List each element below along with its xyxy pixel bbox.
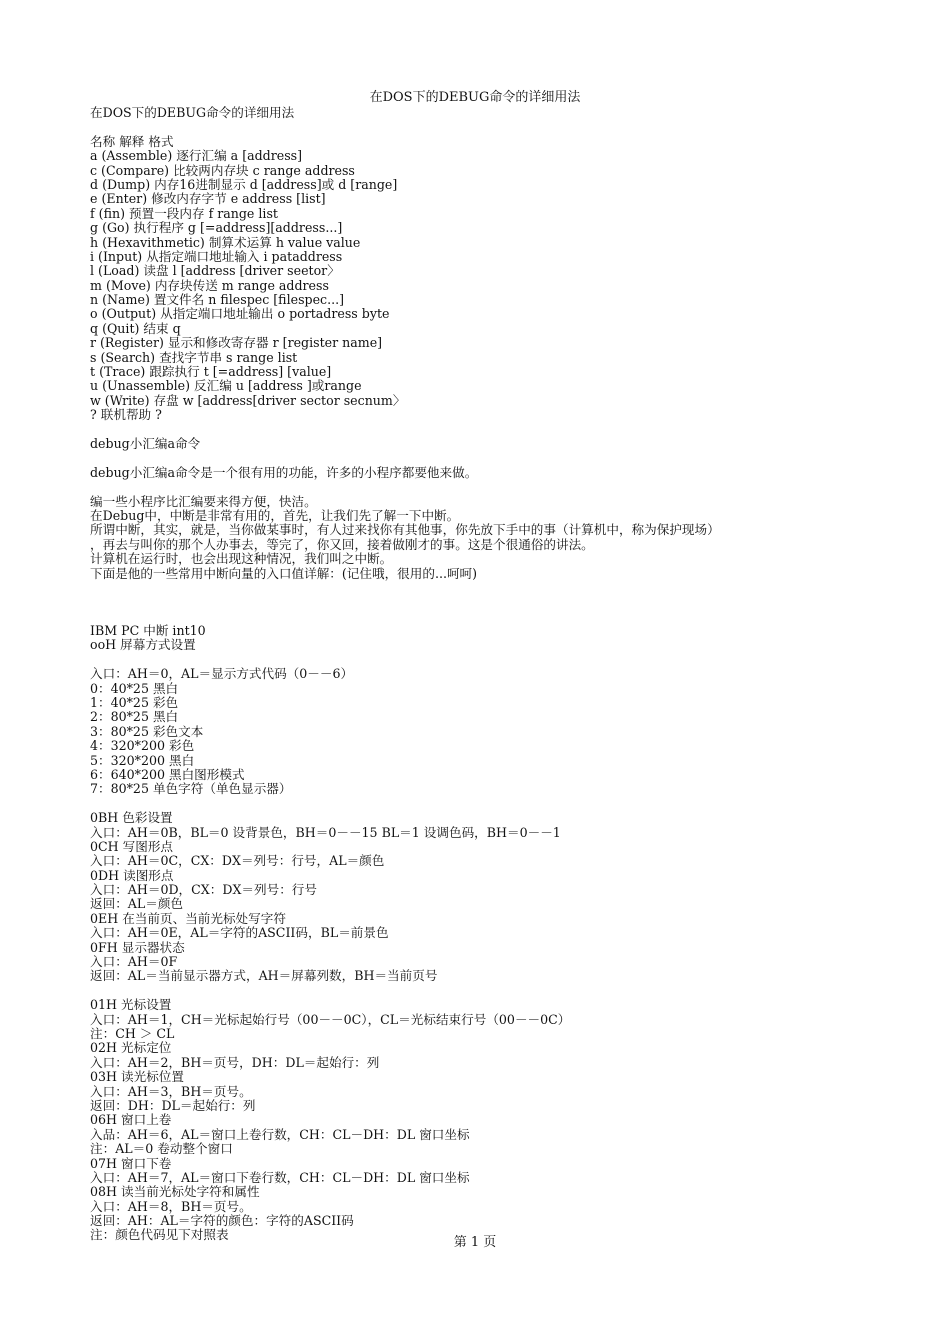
text-line: 0FH 显示器状态 bbox=[90, 939, 185, 955]
text-line: 在Debug中，中断是非常有用的，首先，让我们先了解一下中断。 bbox=[90, 507, 460, 523]
text-line: 7：80*25 单色字符（单色显示器） bbox=[90, 781, 292, 797]
text-line bbox=[90, 581, 920, 595]
text-line bbox=[90, 120, 920, 134]
text-line: n (Name) 置文件名 n filespec [filespec...] bbox=[90, 292, 345, 308]
text-line: 1：40*25 彩色 bbox=[90, 695, 179, 711]
text-line: a (Assemble) 逐行汇编 a [address] bbox=[90, 148, 303, 164]
document-title: 在DOS下的DEBUG命令的详细用法 bbox=[369, 90, 581, 105]
text-line: ，再去与叫你的那个人办事去，等完了，你又回，接着做刚才的事。这是个很通俗的讲法。 bbox=[90, 536, 594, 552]
text-line: 0EH 在当前页、当前光标处写字符 bbox=[90, 910, 286, 926]
text-line bbox=[90, 480, 920, 494]
text-line: 返回：AL＝当前显示器方式，AH＝屏幕列数，BH＝当前页号 bbox=[90, 968, 438, 984]
text-line: 入口：AH＝8，BH＝页号。 bbox=[90, 1198, 252, 1214]
text-line: w (Write) 存盘 w [address[driver sector secnum〉 bbox=[90, 392, 406, 408]
text-line: 入口：AH＝7，AL＝窗口下卷行数，CH：CL－DH：DL 窗口坐标 bbox=[90, 1169, 470, 1185]
text-line: f (fin) 预置一段内存 f range list bbox=[90, 205, 278, 221]
text-line bbox=[90, 423, 920, 437]
text-line: 入口：AH＝0F bbox=[90, 954, 178, 970]
text-line: 01H 光标设置 bbox=[90, 997, 172, 1013]
text-line: 编一些小程序比汇编要来得方便，快洁。 bbox=[90, 493, 317, 509]
page-header bbox=[0, 91, 950, 105]
text-line: 入口：AH＝0B，BL＝0 设背景色，BH＝0－－15 BL＝1 设调色码，BH＝0－－1 bbox=[90, 824, 561, 840]
document-body bbox=[90, 106, 920, 1243]
text-line: 入口：AH＝2，BH＝页号，DH：DL＝起始行：列 bbox=[90, 1054, 380, 1070]
text-line bbox=[90, 984, 920, 998]
text-line: l (Load) 读盘 l [address [driver seetor〉 bbox=[90, 263, 340, 279]
text-line: h (Hexavithmetic) 制算术运算 h value value bbox=[90, 234, 361, 250]
text-line bbox=[90, 797, 920, 811]
text-line: 07H 窗口下卷 bbox=[90, 1155, 172, 1171]
text-line: u (Unassemble) 反汇编 u [address ]或range bbox=[90, 378, 362, 394]
text-line: 返回：DH：DL＝起始行：列 bbox=[90, 1097, 256, 1113]
text-line: 入口：AH＝3，BH＝页号。 bbox=[90, 1083, 252, 1099]
text-line: 0DH 读图形点 bbox=[90, 867, 174, 883]
text-line: s (Search) 查找字节串 s range list bbox=[90, 349, 298, 365]
text-line: 入品：AH＝6，AL＝窗口上卷行数，CH：CL－DH：DL 窗口坐标 bbox=[90, 1126, 470, 1142]
text-line: 5：320*200 黑白 bbox=[90, 752, 195, 768]
text-line: 2：80*25 黑白 bbox=[90, 709, 179, 725]
text-line: ooH 屏幕方式设置 bbox=[90, 637, 196, 653]
text-line: ? 联机帮助 ? bbox=[90, 407, 162, 423]
text-line: 注：AL＝0 卷动整个窗口 bbox=[90, 1141, 233, 1157]
text-line: 计算机在运行时，也会出现这种情况，我们叫之中断。 bbox=[90, 551, 393, 567]
text-line: 06H 窗口上卷 bbox=[90, 1112, 172, 1128]
text-line: 入口：AH＝0，AL＝显示方式代码（0－－6） bbox=[90, 666, 354, 682]
text-line: 6：640*200 黑白图形模式 bbox=[90, 766, 245, 782]
text-line: 入口：AH＝0E，AL＝字符的ASCII码，BL＝前景色 bbox=[90, 925, 389, 941]
text-line: 02H 光标定位 bbox=[90, 1040, 172, 1056]
text-line: d (Dump) 内存16进制显示 d [address]或 d [range] bbox=[90, 176, 398, 192]
text-line: 3：80*25 彩色文本 bbox=[90, 723, 204, 739]
text-line: 所谓中断，其实，就是，当你做某事时，有人过来找你有其他事，你先放下手中的事（计算机中，称为保护现场） bbox=[90, 522, 720, 538]
text-line bbox=[90, 610, 920, 624]
text-line: 4：320*200 彩色 bbox=[90, 738, 195, 754]
text-line: m (Move) 内存块传送 m range address bbox=[90, 277, 329, 293]
text-line: 08H 读当前光标处字符和属性 bbox=[90, 1184, 260, 1200]
text-line: 注：颜色代码见下对照表 bbox=[90, 1227, 229, 1243]
text-line: q (Quit) 结束 q bbox=[90, 320, 181, 336]
page-footer bbox=[0, 1236, 950, 1250]
text-line bbox=[90, 653, 920, 667]
text-line: 入口：AH＝0D，CX：DX＝列号：行号 bbox=[90, 882, 317, 898]
page-number: 第 1 页 bbox=[453, 1235, 497, 1250]
text-line: 0：40*25 黑白 bbox=[90, 680, 179, 696]
text-line bbox=[90, 451, 920, 465]
text-line: 注：CH ＞ CL bbox=[90, 1026, 175, 1041]
text-line: 0BH 色彩设置 bbox=[90, 810, 173, 826]
text-line: 返回：AL＝颜色 bbox=[90, 896, 184, 912]
text-line: g (Go) 执行程序 g [=address][address...] bbox=[90, 220, 343, 236]
text-line: debug小汇编a命令 bbox=[90, 435, 201, 451]
text-line: IBM PC 中断 int10 bbox=[90, 623, 206, 639]
text-line: 入口：AH＝0C，CX：DX＝列号：行号，AL＝颜色 bbox=[90, 853, 385, 869]
text-line: 入口：AH＝1，CH＝光标起始行号（00－－0C），CL＝光标结束行号（00－－0C） bbox=[90, 1011, 571, 1027]
text-line: 03H 读光标位置 bbox=[90, 1069, 184, 1085]
text-line: 在DOS下的DEBUG命令的详细用法 bbox=[90, 105, 295, 120]
text-line: o (Output) 从指定端口地址输出 o portadress byte bbox=[90, 306, 390, 322]
text-line: 返回：AH：AL＝字符的颜色：字符的ASCII码 bbox=[90, 1213, 354, 1229]
text-line: e (Enter) 修改内存字节 e address [list] bbox=[90, 191, 326, 207]
text-line: t (Trace) 跟踪执行 t [=address] [value] bbox=[90, 364, 332, 380]
text-line: c (Compare) 比较两内存块 c range address bbox=[90, 162, 355, 178]
text-line bbox=[90, 595, 920, 609]
text-line: i (Input) 从指定端口地址输入 i pataddress bbox=[90, 248, 343, 264]
text-line: debug小汇编a命令是一个很有用的功能，许多的小程序都要他来做。 bbox=[90, 464, 478, 480]
text-line: 名称 解释 格式 bbox=[90, 133, 174, 149]
text-line: r (Register) 显示和修改寄存器 r [register name] bbox=[90, 335, 383, 351]
text-line: 0CH 写图形点 bbox=[90, 838, 174, 854]
text-line: 下面是他的一些常用中断向量的入口值详解：(记住哦，很用的...呵呵) bbox=[90, 565, 478, 581]
